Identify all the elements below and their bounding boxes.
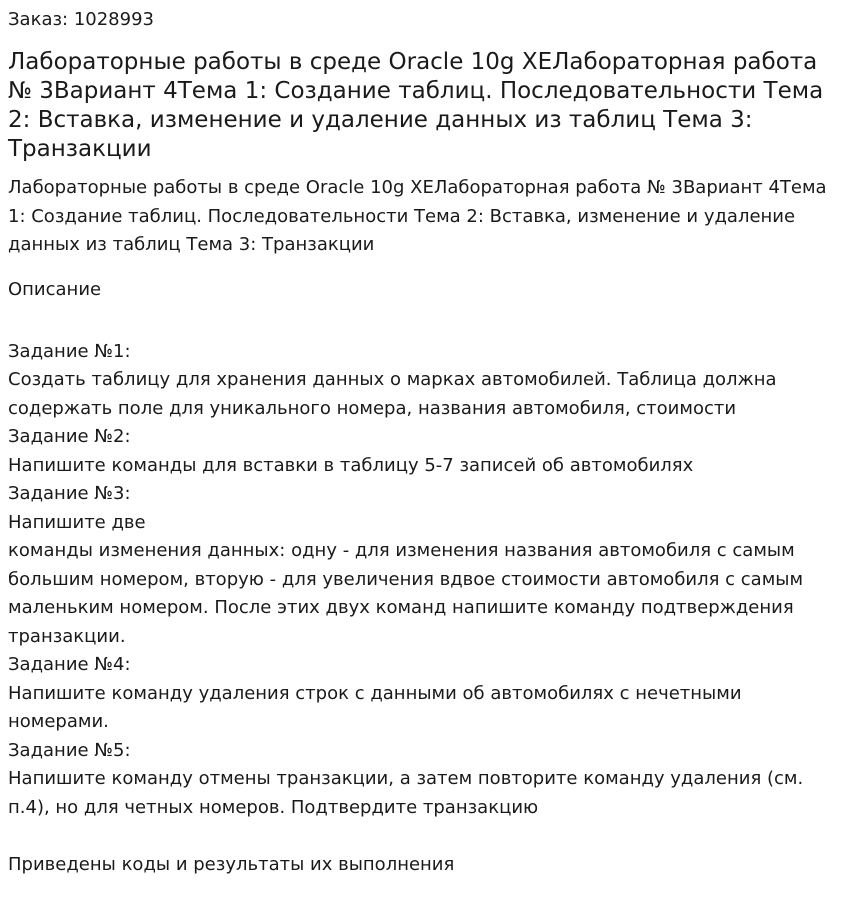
task-3-heading: Задание №3: — [8, 483, 131, 504]
task-4-text: Напишите команду удаления строк с данными об автомобилях с нечетными номерами. — [8, 682, 742, 732]
task-3-text: команды изменения данных: одну - для изменения названия автомобиля с самым большим номером, вторую - для увеличения вдвое стоимости автомобиля с самым маленьким номером. После этих двух команд напишите команду подтверждения транзакции. — [8, 540, 804, 647]
task-5-heading: Задание №5: — [8, 739, 131, 761]
task-2-heading: Задание №2: — [8, 426, 131, 447]
description-heading: Описание — [8, 278, 102, 300]
task-2-text: Напишите команды для вставки в таблицу 5-7 записей об автомобилях — [8, 454, 694, 476]
task-4-heading: Задание №4: — [8, 654, 131, 675]
description-footer: Приведены коды и результаты их выполнения — [8, 853, 455, 875]
page-subtitle: Лабораторные работы в среде Oracle 10g XEЛабораторная работа № 3Вариант 4Тема 1: Создание таблиц. Последовательности Тема 2: Вставка, изменение и удаление данных из таблиц Тема 3: Транзакции — [8, 177, 827, 255]
task-5-text: Напишите команду отмены транзакции, а затем повторите команду удаления (см. п.4), но для четных номеров. Подтвердите транзакцию — [8, 768, 804, 818]
order-number: Заказ: 1028993 — [8, 9, 154, 30]
task-1-heading: Задание №1: — [8, 340, 131, 362]
description-body — [8, 338, 839, 823]
task-3-text-intro: Напишите две — [8, 511, 146, 533]
page-title: Лабораторные работы в среде Oracle 10g XEЛабораторная работа № 3Вариант 4Тема 1: Создание таблиц. Последовательности Тема 2: Вставка, изменение и удаление данных из таблиц Тема 3: Транзакции — [8, 49, 824, 162]
task-1-text: Создать таблицу для хранения данных о марках автомобилей. Таблица должна содержать поле для уникального номера, названия автомобиля, стоимости — [8, 369, 777, 419]
